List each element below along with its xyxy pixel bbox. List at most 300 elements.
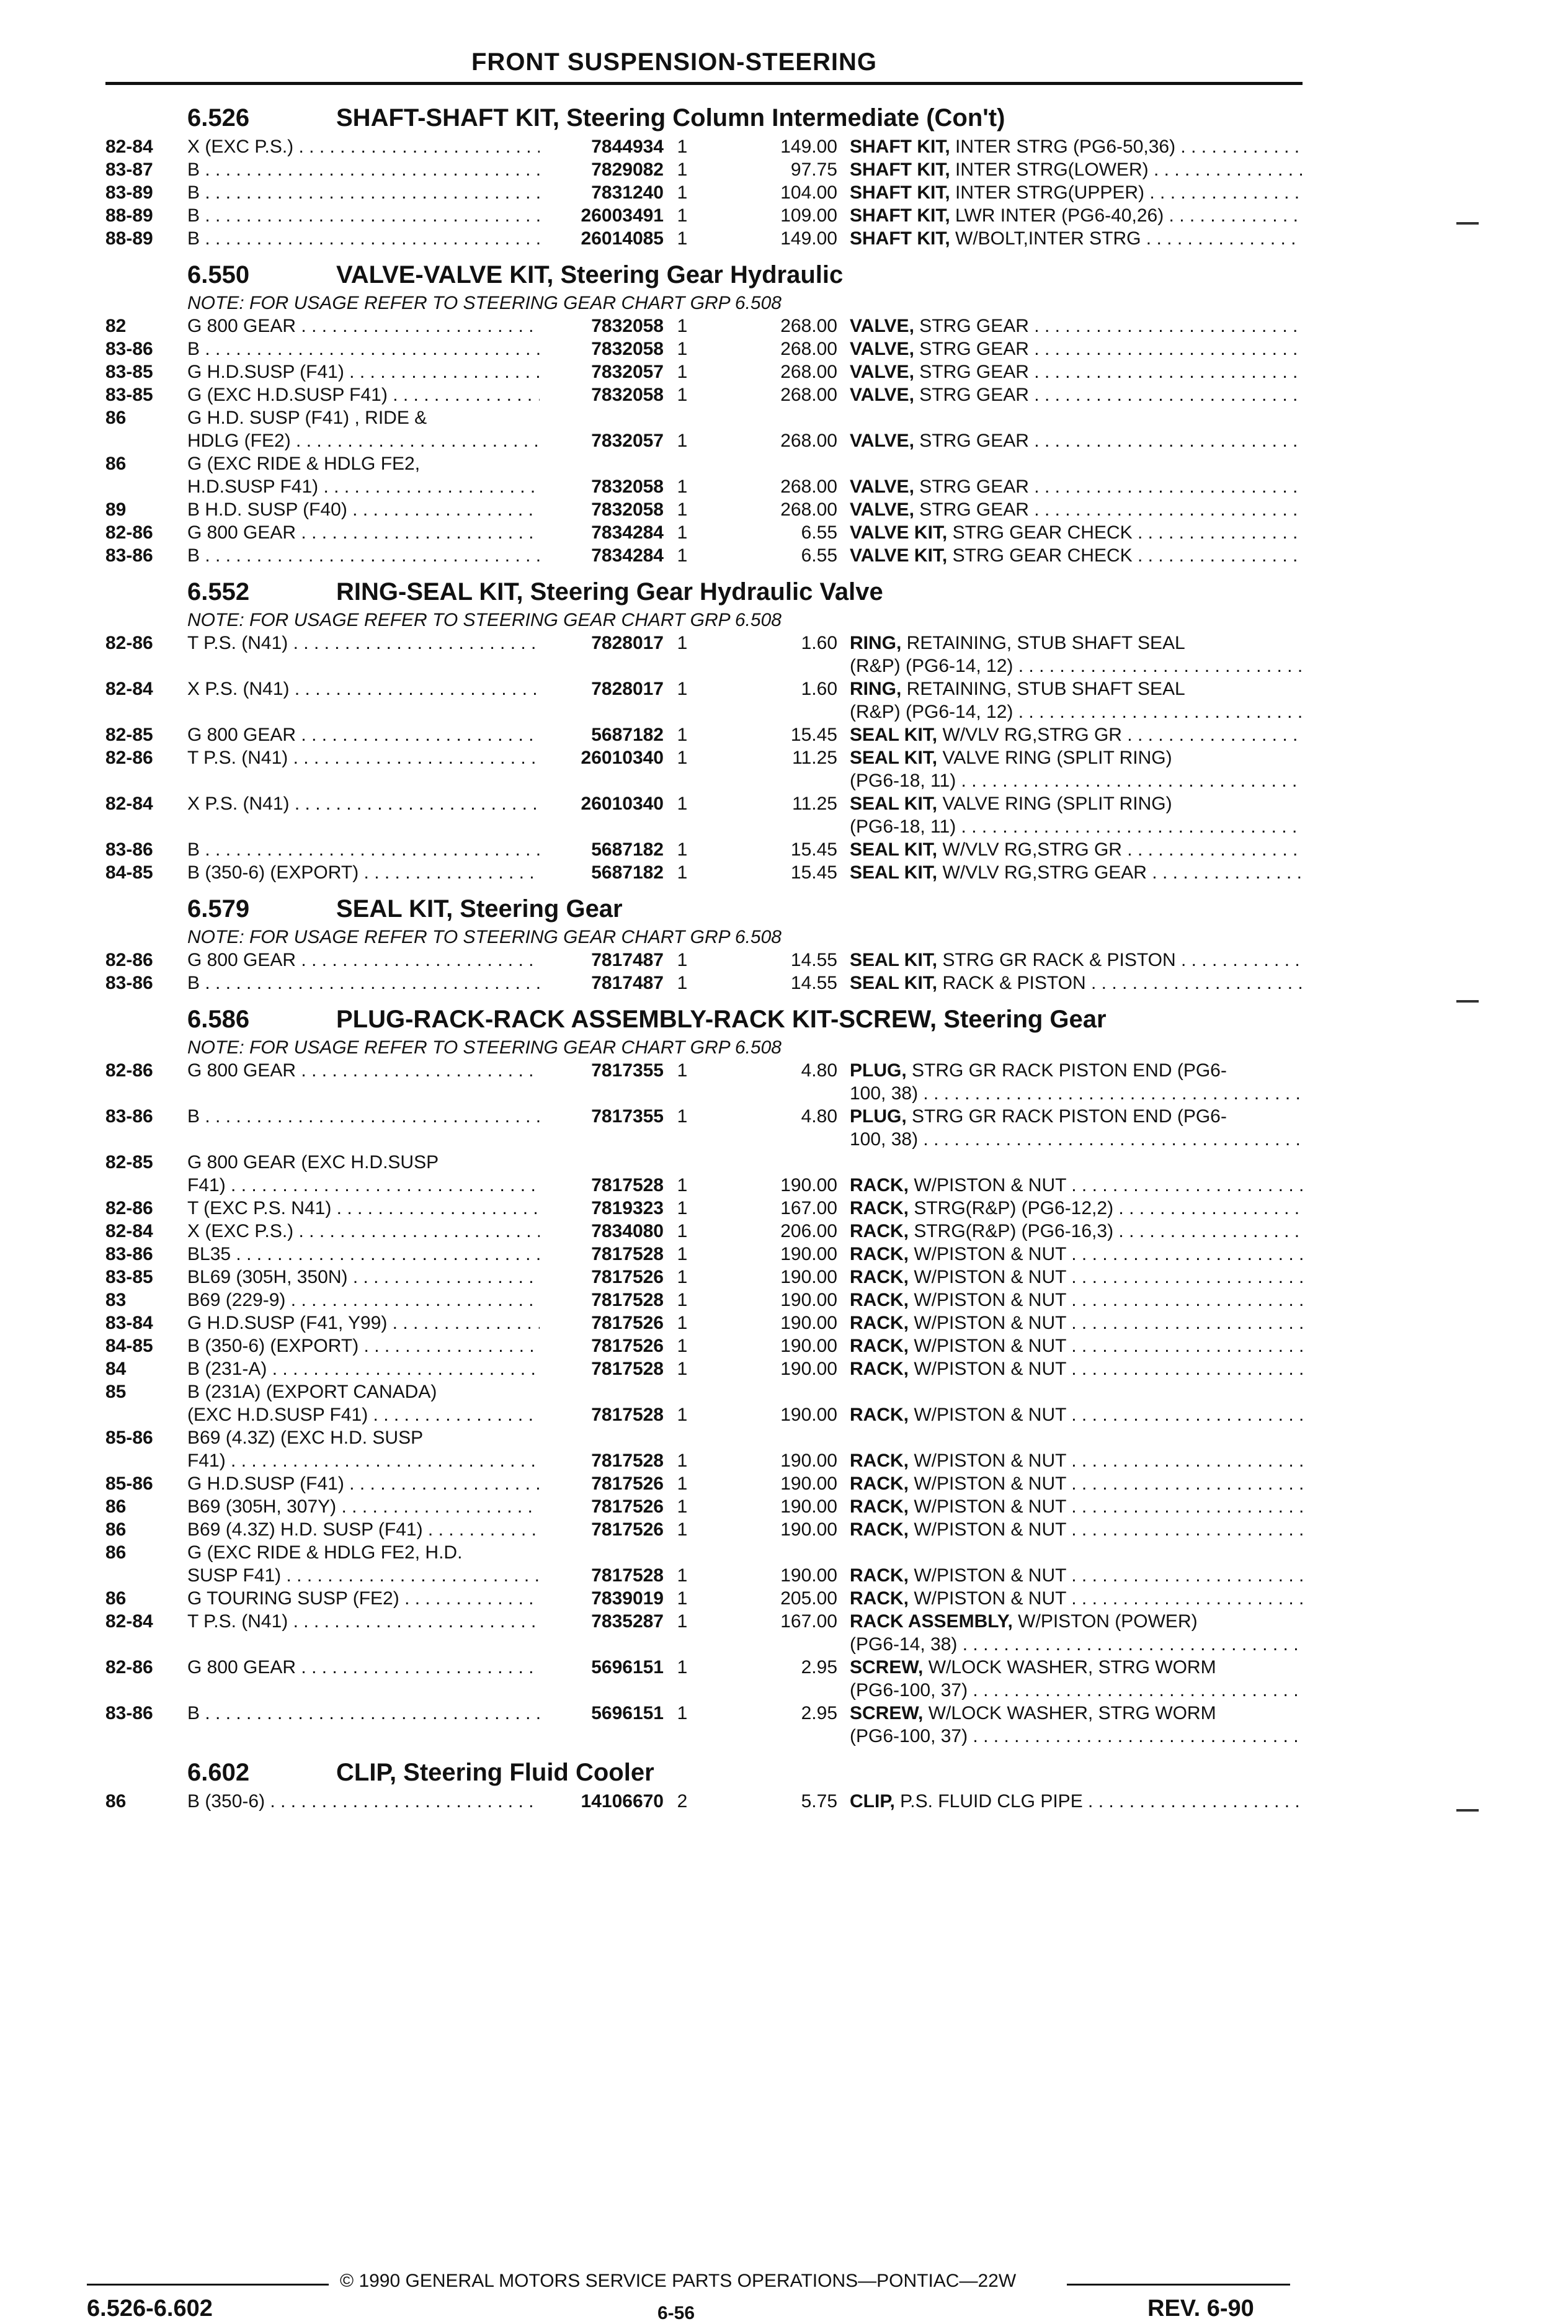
section-heading (105, 257, 1303, 292)
description (850, 815, 1303, 838)
description (850, 1128, 1303, 1151)
table-row (105, 1289, 1303, 1312)
description-keyword: RACK, (850, 1405, 909, 1425)
part-number: 7844934 (540, 135, 664, 158)
price: 6.55 (801, 522, 837, 543)
part-number: 7819323 (540, 1197, 664, 1220)
description-keyword: SEAL KIT, (850, 973, 938, 993)
table-row (105, 1541, 1303, 1564)
quantity: 1 (677, 159, 688, 180)
margin-mark (1456, 1000, 1479, 1003)
model-years: 82-86 (105, 950, 153, 970)
price: 268.00 (780, 316, 837, 336)
section-name: SEAL KIT, Steering Gear (336, 895, 623, 923)
quantity: 1 (677, 339, 688, 359)
description-keyword: RACK, (850, 1565, 909, 1586)
description (850, 1105, 1303, 1128)
description-text: W/BOLT,INTER STRG (950, 228, 1141, 249)
application: X (EXC P.S.) . . . (187, 1220, 621, 1243)
part-number: 7828017 (540, 632, 664, 655)
description (850, 521, 1303, 544)
table-row (105, 429, 1303, 452)
part-number: 26014085 (540, 227, 664, 250)
model-years: 83-87 (105, 159, 153, 180)
description-keyword: RING, (850, 633, 902, 653)
description-keyword: PLUG, (850, 1060, 907, 1081)
quantity: 1 (677, 1703, 688, 1723)
application: B69 (229-9) . . . (187, 1289, 621, 1312)
price: 190.00 (780, 1267, 837, 1287)
application: B . . . (187, 337, 621, 360)
part-number: 7817526 (540, 1312, 664, 1334)
model-years: 83-85 (105, 1267, 153, 1287)
table-row (105, 838, 1303, 861)
description (850, 1059, 1303, 1082)
description-keyword: VALVE, (850, 476, 914, 497)
price: 190.00 (780, 1290, 837, 1310)
description-keyword: RACK, (850, 1336, 909, 1356)
description-keyword: RACK, (850, 1450, 909, 1471)
footer-rule-left (87, 2284, 329, 2286)
quantity: 1 (677, 1405, 688, 1425)
quantity: 1 (677, 1060, 688, 1081)
description-keyword: SEAL KIT, (850, 862, 938, 883)
price: 205.00 (780, 1588, 837, 1609)
price: 190.00 (780, 1405, 837, 1425)
description-text: (PG6-18, 11) (850, 816, 956, 837)
application: HDLG (FE2) . . . (187, 429, 621, 452)
table-row (105, 723, 1303, 746)
description-keyword: CLIP, (850, 1791, 895, 1812)
application: G H.D.SUSP (F41) . . . (187, 360, 621, 383)
section-heading (105, 574, 1303, 609)
table-row (105, 769, 1303, 792)
description-keyword: RACK, (850, 1359, 909, 1379)
description (850, 949, 1303, 972)
description (850, 315, 1303, 337)
model-years: 83 (105, 1290, 127, 1310)
section-number: 6.552 (187, 578, 250, 606)
model-years: 86 (105, 408, 127, 428)
model-years: 83-86 (105, 1106, 153, 1127)
description-text: 100, 38) (850, 1129, 919, 1150)
description-keyword: RACK, (850, 1519, 909, 1540)
application: G H.D.SUSP (F41) . . . (187, 1472, 621, 1495)
description-text: VALVE RING (SPLIT RING) (937, 748, 1172, 768)
table-row (105, 632, 1303, 655)
price: 167.00 (780, 1198, 837, 1218)
description (850, 181, 1303, 204)
table-row (105, 949, 1303, 972)
application: G H.D.SUSP (F41, Y99) . . . (187, 1312, 621, 1334)
model-years: 82-84 (105, 136, 153, 157)
application: B (350-6) . . . (187, 1790, 621, 1813)
description (850, 135, 1303, 158)
application: G 800 GEAR (EXC H.D.SUSP (187, 1152, 439, 1173)
quantity: 1 (677, 522, 688, 543)
application: SUSP F41) . . . (187, 1564, 621, 1587)
description (850, 1725, 1303, 1748)
quantity: 1 (677, 793, 688, 814)
part-number: 7817526 (540, 1518, 664, 1541)
table-row (105, 315, 1303, 337)
description-text: STRG GEAR (914, 385, 1029, 405)
section-heading (105, 101, 1303, 135)
price: 11.25 (792, 793, 837, 814)
quantity: 1 (677, 205, 688, 226)
description-keyword: RACK ASSEMBLY, (850, 1611, 1013, 1632)
part-number: 5687182 (540, 838, 664, 861)
application: T P.S. (N41) . . . (187, 746, 621, 769)
description-keyword: RACK, (850, 1473, 909, 1494)
quantity: 1 (677, 839, 688, 860)
description (850, 1220, 1303, 1243)
description-text: W/PISTON & NUT (909, 1313, 1066, 1333)
price: 14.55 (790, 973, 837, 993)
description (850, 1334, 1303, 1357)
price: 4.80 (801, 1106, 837, 1127)
part-number: 26010340 (540, 746, 664, 769)
price: 109.00 (780, 205, 837, 226)
part-number: 7829082 (540, 158, 664, 181)
part-number: 7839019 (540, 1587, 664, 1610)
table-row (105, 181, 1303, 204)
quantity: 2 (677, 1791, 688, 1812)
model-years: 85-86 (105, 1473, 153, 1494)
model-years: 83-89 (105, 182, 153, 203)
quantity: 1 (677, 136, 688, 157)
description-text: W/PISTON & NUT (909, 1244, 1066, 1264)
application: B . . . (187, 1105, 621, 1128)
model-years: 86 (105, 1496, 127, 1517)
part-number: 14106670 (540, 1790, 664, 1813)
price: 190.00 (780, 1519, 837, 1540)
application: T P.S. (N41) . . . (187, 1610, 621, 1633)
table-row (105, 406, 1303, 429)
table-row (105, 861, 1303, 884)
description (850, 1312, 1303, 1334)
description (850, 632, 1303, 655)
model-years: 82 (105, 316, 127, 336)
description-text: W/PISTON & NUT (909, 1336, 1066, 1356)
price: 5.75 (801, 1791, 837, 1812)
application: G (EXC RIDE & HDLG FE2, H.D. (187, 1542, 463, 1563)
description-text: STRG GEAR CHECK (947, 522, 1133, 543)
part-number: 7835287 (540, 1610, 664, 1633)
quantity: 1 (677, 679, 688, 699)
description-text: W/LOCK WASHER, STRG WORM (923, 1657, 1216, 1678)
margin-mark (1456, 222, 1479, 225)
model-years: 83-86 (105, 339, 153, 359)
description (850, 1197, 1303, 1220)
application: G 800 GEAR . . . (187, 521, 621, 544)
application: B . . . (187, 838, 621, 861)
part-number: 26010340 (540, 792, 664, 815)
application: X P.S. (N41) . . . (187, 677, 621, 700)
section-heading (105, 1002, 1303, 1037)
price: 268.00 (780, 362, 837, 382)
table-row (105, 1495, 1303, 1518)
table-row (105, 360, 1303, 383)
application: G 800 GEAR . . . (187, 1656, 621, 1679)
quantity: 1 (677, 1657, 688, 1678)
part-number: 7817528 (540, 1403, 664, 1426)
table-row (105, 1380, 1303, 1403)
description (850, 1610, 1303, 1633)
price: 1.60 (801, 633, 837, 653)
description-text: STRG GEAR (914, 339, 1029, 359)
description-keyword: RACK, (850, 1267, 909, 1287)
description-text: STRG GEAR (914, 316, 1029, 336)
price: 268.00 (780, 476, 837, 497)
application: T (EXC P.S. N41) . . . (187, 1197, 621, 1220)
description (850, 1495, 1303, 1518)
application: B (231A) (EXPORT CANADA) (187, 1382, 437, 1402)
description (850, 1702, 1303, 1725)
price: 149.00 (780, 228, 837, 249)
price: 15.45 (790, 862, 837, 883)
description-keyword: RACK, (850, 1290, 909, 1310)
table-row (105, 677, 1303, 700)
price: 15.45 (790, 725, 837, 745)
page-title: FRONT SUSPENSION-STEERING (471, 48, 877, 76)
usage-note: NOTE: FOR USAGE REFER TO STEERING GEAR CHART GRP 6.508 (187, 610, 782, 630)
footer-copyright: © 1990 GENERAL MOTORS SERVICE PARTS OPERATIONS—PONTIAC—22W (340, 2271, 1017, 2291)
section-heading (105, 1755, 1303, 1790)
section-number: 6.550 (187, 261, 250, 288)
description (850, 1633, 1303, 1656)
quantity: 1 (677, 973, 688, 993)
quantity: 1 (677, 1198, 688, 1218)
description-text: P.S. FLUID CLG PIPE (894, 1791, 1083, 1812)
part-number: 7832058 (540, 383, 664, 406)
model-years: 82-84 (105, 1611, 153, 1632)
application: X (EXC P.S.) . . . (187, 135, 621, 158)
application: G (EXC RIDE & HDLG FE2, (187, 454, 421, 474)
part-number: 7828017 (540, 677, 664, 700)
part-number: 7817526 (540, 1266, 664, 1289)
description (850, 337, 1303, 360)
price: 190.00 (780, 1336, 837, 1356)
quantity: 1 (677, 1588, 688, 1609)
application: B69 (4.3Z) (EXC H.D. SUSP (187, 1428, 424, 1448)
table-row (105, 746, 1303, 769)
part-number: 7817526 (540, 1495, 664, 1518)
model-years: 83-86 (105, 1244, 153, 1264)
quantity: 1 (677, 385, 688, 405)
description-keyword: SEAL KIT, (850, 748, 938, 768)
description-keyword: RACK, (850, 1496, 909, 1517)
description-keyword: SHAFT KIT, (850, 159, 950, 180)
price: 15.45 (790, 839, 837, 860)
application: B69 (4.3Z) H.D. SUSP (F41) . . . (187, 1518, 621, 1541)
description-keyword: SHAFT KIT, (850, 136, 950, 157)
application: B (231-A) . . . (187, 1357, 621, 1380)
quantity: 1 (677, 1290, 688, 1310)
description (850, 792, 1303, 815)
section-number: 6.586 (187, 1006, 250, 1033)
description (850, 544, 1303, 567)
description-keyword: VALVE KIT, (850, 522, 948, 543)
table-row (105, 1082, 1303, 1105)
quantity: 1 (677, 1336, 688, 1356)
quantity: 1 (677, 1473, 688, 1494)
description-text: RETAINING, STUB SHAFT SEAL (901, 633, 1185, 653)
part-number: 7832058 (540, 337, 664, 360)
table-row (105, 158, 1303, 181)
table-row (105, 1220, 1303, 1243)
description-keyword: SCREW, (850, 1703, 924, 1723)
price: 268.00 (780, 385, 837, 405)
description-text: (R&P) (PG6-14, 12) (850, 702, 1013, 722)
description (850, 861, 1303, 884)
table-row (105, 655, 1303, 677)
quantity: 1 (677, 633, 688, 653)
application: X P.S. (N41) . . . (187, 792, 621, 815)
application: H.D.SUSP F41) . . . (187, 475, 621, 498)
description-text: W/PISTON & NUT (909, 1450, 1066, 1471)
description-text: VALVE RING (SPLIT RING) (937, 793, 1172, 814)
part-number: 7817355 (540, 1105, 664, 1128)
table-row (105, 135, 1303, 158)
application: B . . . (187, 544, 621, 567)
description-keyword: SHAFT KIT, (850, 182, 950, 203)
description-text: RACK & PISTON (937, 973, 1086, 993)
quantity: 1 (677, 431, 688, 451)
price: 190.00 (780, 1450, 837, 1471)
table-row (105, 1564, 1303, 1587)
usage-note: NOTE: FOR USAGE REFER TO STEERING GEAR CHART GRP 6.508 (187, 927, 782, 947)
description (850, 677, 1303, 700)
table-row (105, 1059, 1303, 1082)
description (850, 700, 1303, 723)
part-number: 7817526 (540, 1472, 664, 1495)
price: 190.00 (780, 1313, 837, 1333)
description (850, 1266, 1303, 1289)
quantity: 1 (677, 1106, 688, 1127)
table-row (105, 1472, 1303, 1495)
table-row (105, 1725, 1303, 1748)
table-row (105, 1312, 1303, 1334)
part-number: 7817528 (540, 1243, 664, 1266)
part-number: 7834284 (540, 544, 664, 567)
part-number: 7831240 (540, 181, 664, 204)
part-number: 5687182 (540, 861, 664, 884)
quantity: 1 (677, 1221, 688, 1241)
description-keyword: VALVE, (850, 499, 914, 520)
application: F41) . . . (187, 1449, 621, 1472)
quantity: 1 (677, 1496, 688, 1517)
quantity: 1 (677, 1450, 688, 1471)
price: 97.75 (790, 159, 837, 180)
description-keyword: RACK, (850, 1175, 909, 1196)
part-number: 7832058 (540, 475, 664, 498)
description-text: 100, 38) (850, 1083, 919, 1104)
model-years: 82-85 (105, 725, 153, 745)
description (850, 746, 1303, 769)
description (850, 1790, 1303, 1813)
application: B . . . (187, 204, 621, 227)
quantity: 1 (677, 725, 688, 745)
part-number: 7817528 (540, 1449, 664, 1472)
part-number: 5696151 (540, 1656, 664, 1679)
description-text: W/LOCK WASHER, STRG WORM (923, 1703, 1216, 1723)
description-text: (R&P) (PG6-14, 12) (850, 656, 1013, 676)
description-text: STRG GEAR (914, 499, 1029, 520)
description (850, 475, 1303, 498)
quantity: 1 (677, 1359, 688, 1379)
part-number: 26003491 (540, 204, 664, 227)
description (850, 1679, 1303, 1702)
price: 2.95 (801, 1703, 837, 1723)
description-text: (PG6-100, 37) (850, 1726, 968, 1746)
part-number: 7817528 (540, 1357, 664, 1380)
description-text: STRG GR RACK PISTON END (PG6- (906, 1060, 1227, 1081)
price: 268.00 (780, 339, 837, 359)
description-keyword: RACK, (850, 1244, 909, 1264)
model-years: 83-85 (105, 385, 153, 405)
table-row (105, 1334, 1303, 1357)
section-number: 6.526 (187, 104, 250, 132)
quantity: 1 (677, 476, 688, 497)
description-text: W/PISTON & NUT (909, 1175, 1066, 1196)
price: 104.00 (780, 182, 837, 203)
model-years: 84-85 (105, 1336, 153, 1356)
table-row (105, 1449, 1303, 1472)
table-row (105, 1679, 1303, 1702)
description (850, 972, 1303, 994)
table-row (105, 1790, 1303, 1813)
model-years: 83-85 (105, 362, 153, 382)
model-years: 86 (105, 1791, 127, 1812)
price: 268.00 (780, 499, 837, 520)
part-number: 7832057 (540, 360, 664, 383)
description-text: W/PISTON & NUT (909, 1565, 1066, 1586)
application: B . . . (187, 181, 621, 204)
table-row (105, 1587, 1303, 1610)
description (850, 723, 1303, 746)
model-years: 82-84 (105, 1221, 153, 1241)
description-text: W/PISTON & NUT (909, 1267, 1066, 1287)
description (850, 1518, 1303, 1541)
table-row (105, 1105, 1303, 1128)
quantity: 1 (677, 1519, 688, 1540)
description-text: INTER STRG(LOWER) (950, 159, 1149, 180)
table-row (105, 1702, 1303, 1725)
table-row (105, 227, 1303, 250)
price: 14.55 (790, 950, 837, 970)
quantity: 1 (677, 362, 688, 382)
description-text: W/VLV RG,STRG GR (937, 839, 1122, 860)
application: G 800 GEAR . . . (187, 949, 621, 972)
description-keyword: VALVE, (850, 385, 914, 405)
description-text: (PG6-18, 11) (850, 771, 956, 791)
model-years: 82-86 (105, 1657, 153, 1678)
model-years: 85 (105, 1382, 127, 1402)
description-text: W/PISTON & NUT (909, 1405, 1066, 1425)
table-row (105, 1151, 1303, 1174)
price: 11.25 (792, 748, 837, 768)
description-keyword: VALVE, (850, 339, 914, 359)
application: B69 (305H, 307Y) . . . (187, 1495, 621, 1518)
description (850, 1243, 1303, 1266)
description-keyword: RING, (850, 679, 902, 699)
application: F41) . . . (187, 1174, 621, 1197)
table-row (105, 337, 1303, 360)
part-number: 7817528 (540, 1174, 664, 1197)
model-years: 84 (105, 1359, 127, 1379)
part-number: 7817487 (540, 949, 664, 972)
